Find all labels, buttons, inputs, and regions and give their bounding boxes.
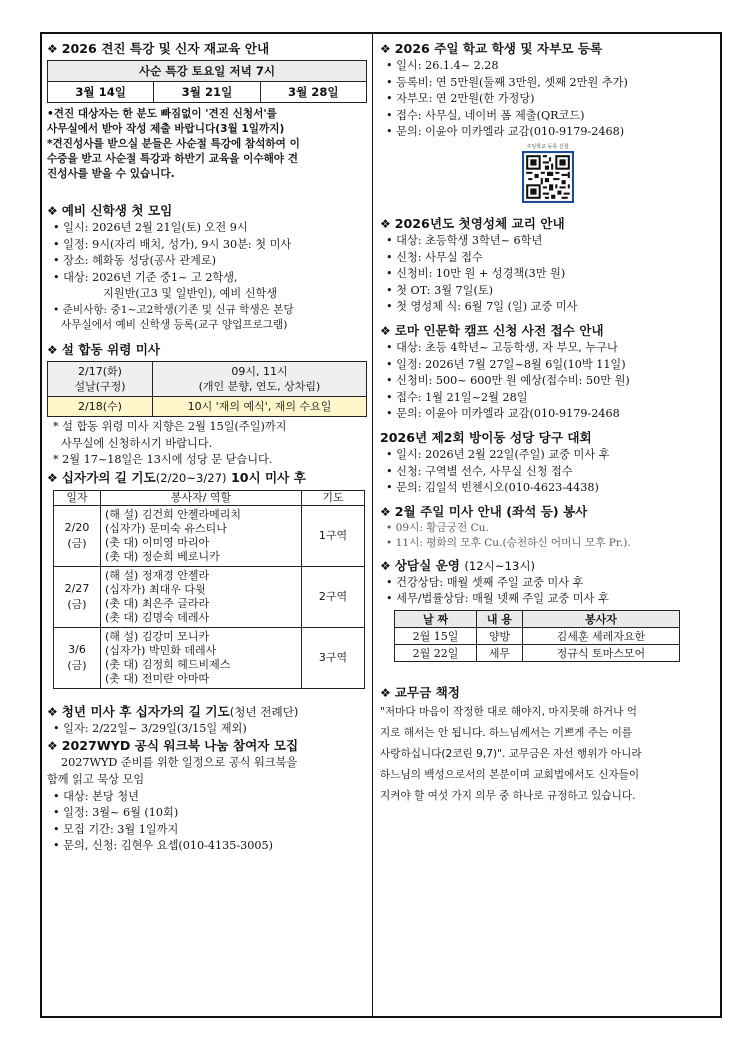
lecture-dates-table <box>47 60 367 103</box>
counseling-table <box>394 610 680 662</box>
info-line: • 건강상담: 매월 셋째 주일 교중 미사 후 <box>386 575 584 589</box>
section-title: ❖ 상담실 운영 (12시~13시) <box>380 557 536 573</box>
info-line: • 접수: 사무실, 네이버 폼 제출(QR코드) <box>386 108 585 122</box>
right-column <box>380 40 715 807</box>
paragraph-line: "저마다 마음이 작정한 대로 해야지, 마지못해 하거나 억 <box>380 705 637 718</box>
table-cell: 09시, 11시 (개인 분향, 연도, 상차림) <box>153 361 367 396</box>
section-title: ❖ 2027WYD 공식 워크북 나눔 참여자 모집 <box>47 738 299 754</box>
table-row <box>54 566 365 627</box>
table-cell: 10시 '재의 예식', 재의 수요일 <box>153 396 367 416</box>
note-line: 수증을 받고 사순절 특강과 하반기 교육을 이수해야 견 <box>47 153 298 165</box>
table-cell: 양방 <box>477 627 523 644</box>
info-line: • 모집 기간: 3월 1일까지 <box>53 822 179 836</box>
table-cell: 1구역 <box>302 505 365 566</box>
note-line: *견진성사를 받으실 분들은 사순절 특강에 참석하여 이 <box>47 138 300 150</box>
table-cell: (해 설) 김강미 모니카 (십자가) 박민화 데레사 (촛 대) 김정희 헤드비제스 (촛 대) 전미란 아마따 <box>101 627 302 688</box>
info-line: • 11시: 평화의 모후 Cu.(승천하신 어머니 모후 Pr.). <box>386 536 631 549</box>
table-cell: 정규식 토마스모어 <box>522 644 679 661</box>
section-title: ❖ 2026년도 첫영성체 교리 안내 <box>380 215 565 231</box>
section-title: ❖ 2월 주일 미사 안내 (좌석 등) 봉사 <box>380 503 588 519</box>
section-title: ❖ 로마 인문학 캠프 신청 사전 접수 안내 <box>380 322 604 338</box>
info-line: • 문의: 김일석 빈첸시오(010-4623-4438) <box>386 481 599 495</box>
info-line: 함께 읽고 묵상 모임 <box>47 772 145 786</box>
diamond-bullet-icon: ❖ <box>47 204 58 218</box>
info-line: • 문의, 신청: 김현우 요셉(010-4135-3005) <box>53 839 273 853</box>
qr-caption: 주일학교 등록 신청 <box>526 143 569 150</box>
table-cell: 세무 <box>477 644 523 661</box>
section-stations-of-cross <box>47 469 367 689</box>
section-title: ❖ 예비 신학생 첫 모임 <box>47 203 173 218</box>
section-sunday-mass-service <box>380 503 715 551</box>
diamond-bullet-icon: ❖ <box>380 685 391 700</box>
info-line: • 세무/법률상담: 매월 넷째 주일 교중 미사 후 <box>386 592 609 606</box>
table-header: 봉사자 <box>522 610 679 627</box>
info-line: • 대상: 초등학생 3학년~ 6학년 <box>386 233 543 247</box>
info-line: • 신청비: 10만 원 + 성경책(3만 원) <box>386 267 566 281</box>
info-line: • 문의: 이윤아 미카엘라 교감(010-9179-2468 <box>386 407 620 421</box>
info-line: • 접수: 1월 21일~2월 28일 <box>386 390 528 404</box>
table-header: 날 짜 <box>395 610 477 627</box>
info-line: • 일정: 9시(자리 배치, 성가), 9시 30분: 첫 미사 <box>53 237 292 251</box>
note-line: * 설 합동 위령 미사 지향은 2월 15일(주일)까지 <box>53 419 287 433</box>
table-cell: 2/18(수) <box>48 396 153 416</box>
table-row <box>395 627 680 644</box>
info-line: • 일시: 26.1.4~ 2.28 <box>386 59 499 72</box>
info-line: • 등록비: 연 5만원(둘째 3만원, 셋째 2만원 추가) <box>386 75 628 89</box>
paragraph-line: 지켜야 할 여섯 가지 의무 중 하나로 규정하고 있습니다. <box>380 789 636 802</box>
table-cell: 2/27 (금) <box>54 566 101 627</box>
section-title: ❖ 2026 주일 학교 학생 및 자부모 등록 <box>380 41 603 56</box>
diamond-bullet-icon: ❖ <box>380 216 391 231</box>
table-row <box>54 505 365 566</box>
section-title: ❖ 십자가의 길 기도(2/20~3/27) 10시 미사 후 <box>47 469 306 485</box>
diamond-bullet-icon: ❖ <box>47 342 58 357</box>
info-line: • 첫 OT: 3월 7일(토) <box>386 283 494 297</box>
table-cell: 2월 15일 <box>395 627 477 644</box>
info-line: • 자부모: 연 2만원(한 가정당) <box>386 92 535 106</box>
section-title: ❖ 교무금 책정 <box>380 684 460 700</box>
left-column <box>47 40 367 855</box>
paragraph-line: 사랑하십니다(2코린 9,7)". 교무금은 자선 행위가 아니라 <box>380 747 642 760</box>
column-divider <box>372 32 373 1018</box>
table-header: 사순 특강 토요일 저녁 7시 <box>48 61 367 82</box>
section-seminarian-meeting <box>47 202 367 333</box>
section-wyd-workbook <box>47 737 367 855</box>
table-cell: 2월 22일 <box>395 644 477 661</box>
section-title: ❖ 설 합동 위령 미사 <box>47 341 161 357</box>
info-line: • 신청: 구역별 선수, 사무실 신청 접수 <box>386 464 573 478</box>
section-memorial-mass <box>47 341 367 469</box>
info-line: • 09시: 황금궁전 Cu. <box>386 521 489 534</box>
table-cell: (해 설) 정재경 안젤라 (십자가) 최대우 다윗 (촛 대) 최은주 글라라 (촛 대) 김명숙 데레사 <box>101 566 302 627</box>
section-tithe <box>380 684 715 807</box>
diamond-bullet-icon: ❖ <box>380 558 391 573</box>
info-line: • 일자: 2/22일~ 3/29일(3/15일 제외) <box>53 721 247 735</box>
info-line: • 일정: 3월~ 6월 (10회) <box>53 806 179 820</box>
section-rome-camp <box>380 322 715 423</box>
table-cell: (해 설) 김건희 안젤라메리치 (십자가) 문미숙 유스티나 (촛 대) 이미영 마리아 (촛 대) 정순희 베로니카 <box>101 505 302 566</box>
note-line: 진성사를 받을 수 있습니다. <box>47 168 175 180</box>
info-line: • 신청: 사무실 접수 <box>386 250 483 264</box>
section-title: ❖ 2026 견진 특강 및 신자 재교육 안내 <box>47 41 270 56</box>
section-youth-stations <box>47 703 367 738</box>
info-line: • 장소: 혜화동 성당(공사 관계로) <box>53 254 217 268</box>
paragraph-line: 하느님의 백성으로서의 본분이며 교회법에서도 신자들이 <box>380 768 640 781</box>
table-header: 봉사자/ 역할 <box>101 490 302 505</box>
info-line: • 일시: 2026년 2월 22일(주일) 교중 미사 후 <box>386 447 610 461</box>
section-billiards <box>380 429 715 497</box>
memorial-mass-table <box>47 361 367 417</box>
info-line: • 대상: 초등 4학년~ 고등학생, 자 부모, 누구나 <box>386 340 618 354</box>
note-line: 사무실에 신청하시기 바랍니다. <box>61 436 213 450</box>
diamond-bullet-icon: ❖ <box>47 704 58 719</box>
diamond-bullet-icon: ❖ <box>47 739 58 754</box>
table-cell: 3월 28일 <box>260 82 366 103</box>
table-cell: 2구역 <box>302 566 365 627</box>
section-sunday-school <box>380 40 715 203</box>
table-cell: 3월 14일 <box>48 82 154 103</box>
note-line: 사무실에서 받아 작성 제출 바랍니다(3월 1일까지) <box>47 123 285 135</box>
info-line: • 문의: 이윤아 미카엘라 교감(010-9179-2468) <box>386 125 625 139</box>
section-title: 2026년 제2회 방이동 성당 당구 대회 <box>380 429 592 445</box>
diamond-bullet-icon: ❖ <box>47 470 58 485</box>
table-header: 일자 <box>54 490 101 505</box>
table-header: 기도 <box>302 490 365 505</box>
diamond-bullet-icon: ❖ <box>380 504 391 519</box>
info-line: • 대상: 본당 청년 <box>53 789 139 803</box>
paragraph-line: 지로 해서는 안 됩니다. 하느님께서는 기쁘게 주는 이를 <box>380 726 633 739</box>
table-cell: 2/20 (금) <box>54 505 101 566</box>
info-line: • 준비사항: 중1~고2학생(기존 및 신규 학생은 본당 <box>53 303 294 316</box>
info-line: • 첫 영성체 식: 6월 7일 (일) 교중 미사 <box>386 300 578 314</box>
section-confirmation-lecture <box>47 40 367 182</box>
info-line: 지원반(고3 및 일반인), 예비 신학생 <box>103 287 278 301</box>
info-line: 사무실에서 예비 신학생 등록(교구 양업프로그램) <box>61 318 288 331</box>
note-line: * 2월 17~18일은 13시에 성당 문 닫습니다. <box>53 453 273 467</box>
section-title: ❖ 청년 미사 후 십자가의 길 기도(청년 전례단) <box>47 703 299 719</box>
table-cell: 김세훈 세레자요한 <box>522 627 679 644</box>
qr-code-icon[interactable] <box>522 151 574 203</box>
info-line: • 일시: 2026년 2월 21일(토) 오전 9시 <box>53 221 248 234</box>
note-line: •견진 대상자는 한 분도 빠짐없이 '견진 신청서'를 <box>47 108 277 120</box>
info-line: 2027WYD 준비를 위한 일정으로 공식 워크북을 <box>61 756 298 770</box>
table-row <box>395 644 680 661</box>
table-header: 내 용 <box>477 610 523 627</box>
info-line: • 신청비: 500~ 600만 원 예상(접수비: 50만 원) <box>386 374 630 388</box>
table-row <box>54 627 365 688</box>
diamond-bullet-icon: ❖ <box>380 323 391 338</box>
table-cell: 3구역 <box>302 627 365 688</box>
diamond-bullet-icon: ❖ <box>380 42 391 56</box>
section-counseling <box>380 557 715 662</box>
info-line: • 일정: 2026년 7월 27일~8월 6일(10박 11일) <box>386 357 626 371</box>
table-cell: 3월 21일 <box>154 82 260 103</box>
table-cell: 3/6 (금) <box>54 627 101 688</box>
section-first-communion <box>380 215 715 316</box>
info-line: • 대상: 2026년 기준 중1~ 고 2학생, <box>53 270 238 284</box>
diamond-bullet-icon: ❖ <box>47 42 58 56</box>
stations-table <box>53 490 365 689</box>
table-cell: 2/17(화) 설날(구정) <box>48 361 153 396</box>
